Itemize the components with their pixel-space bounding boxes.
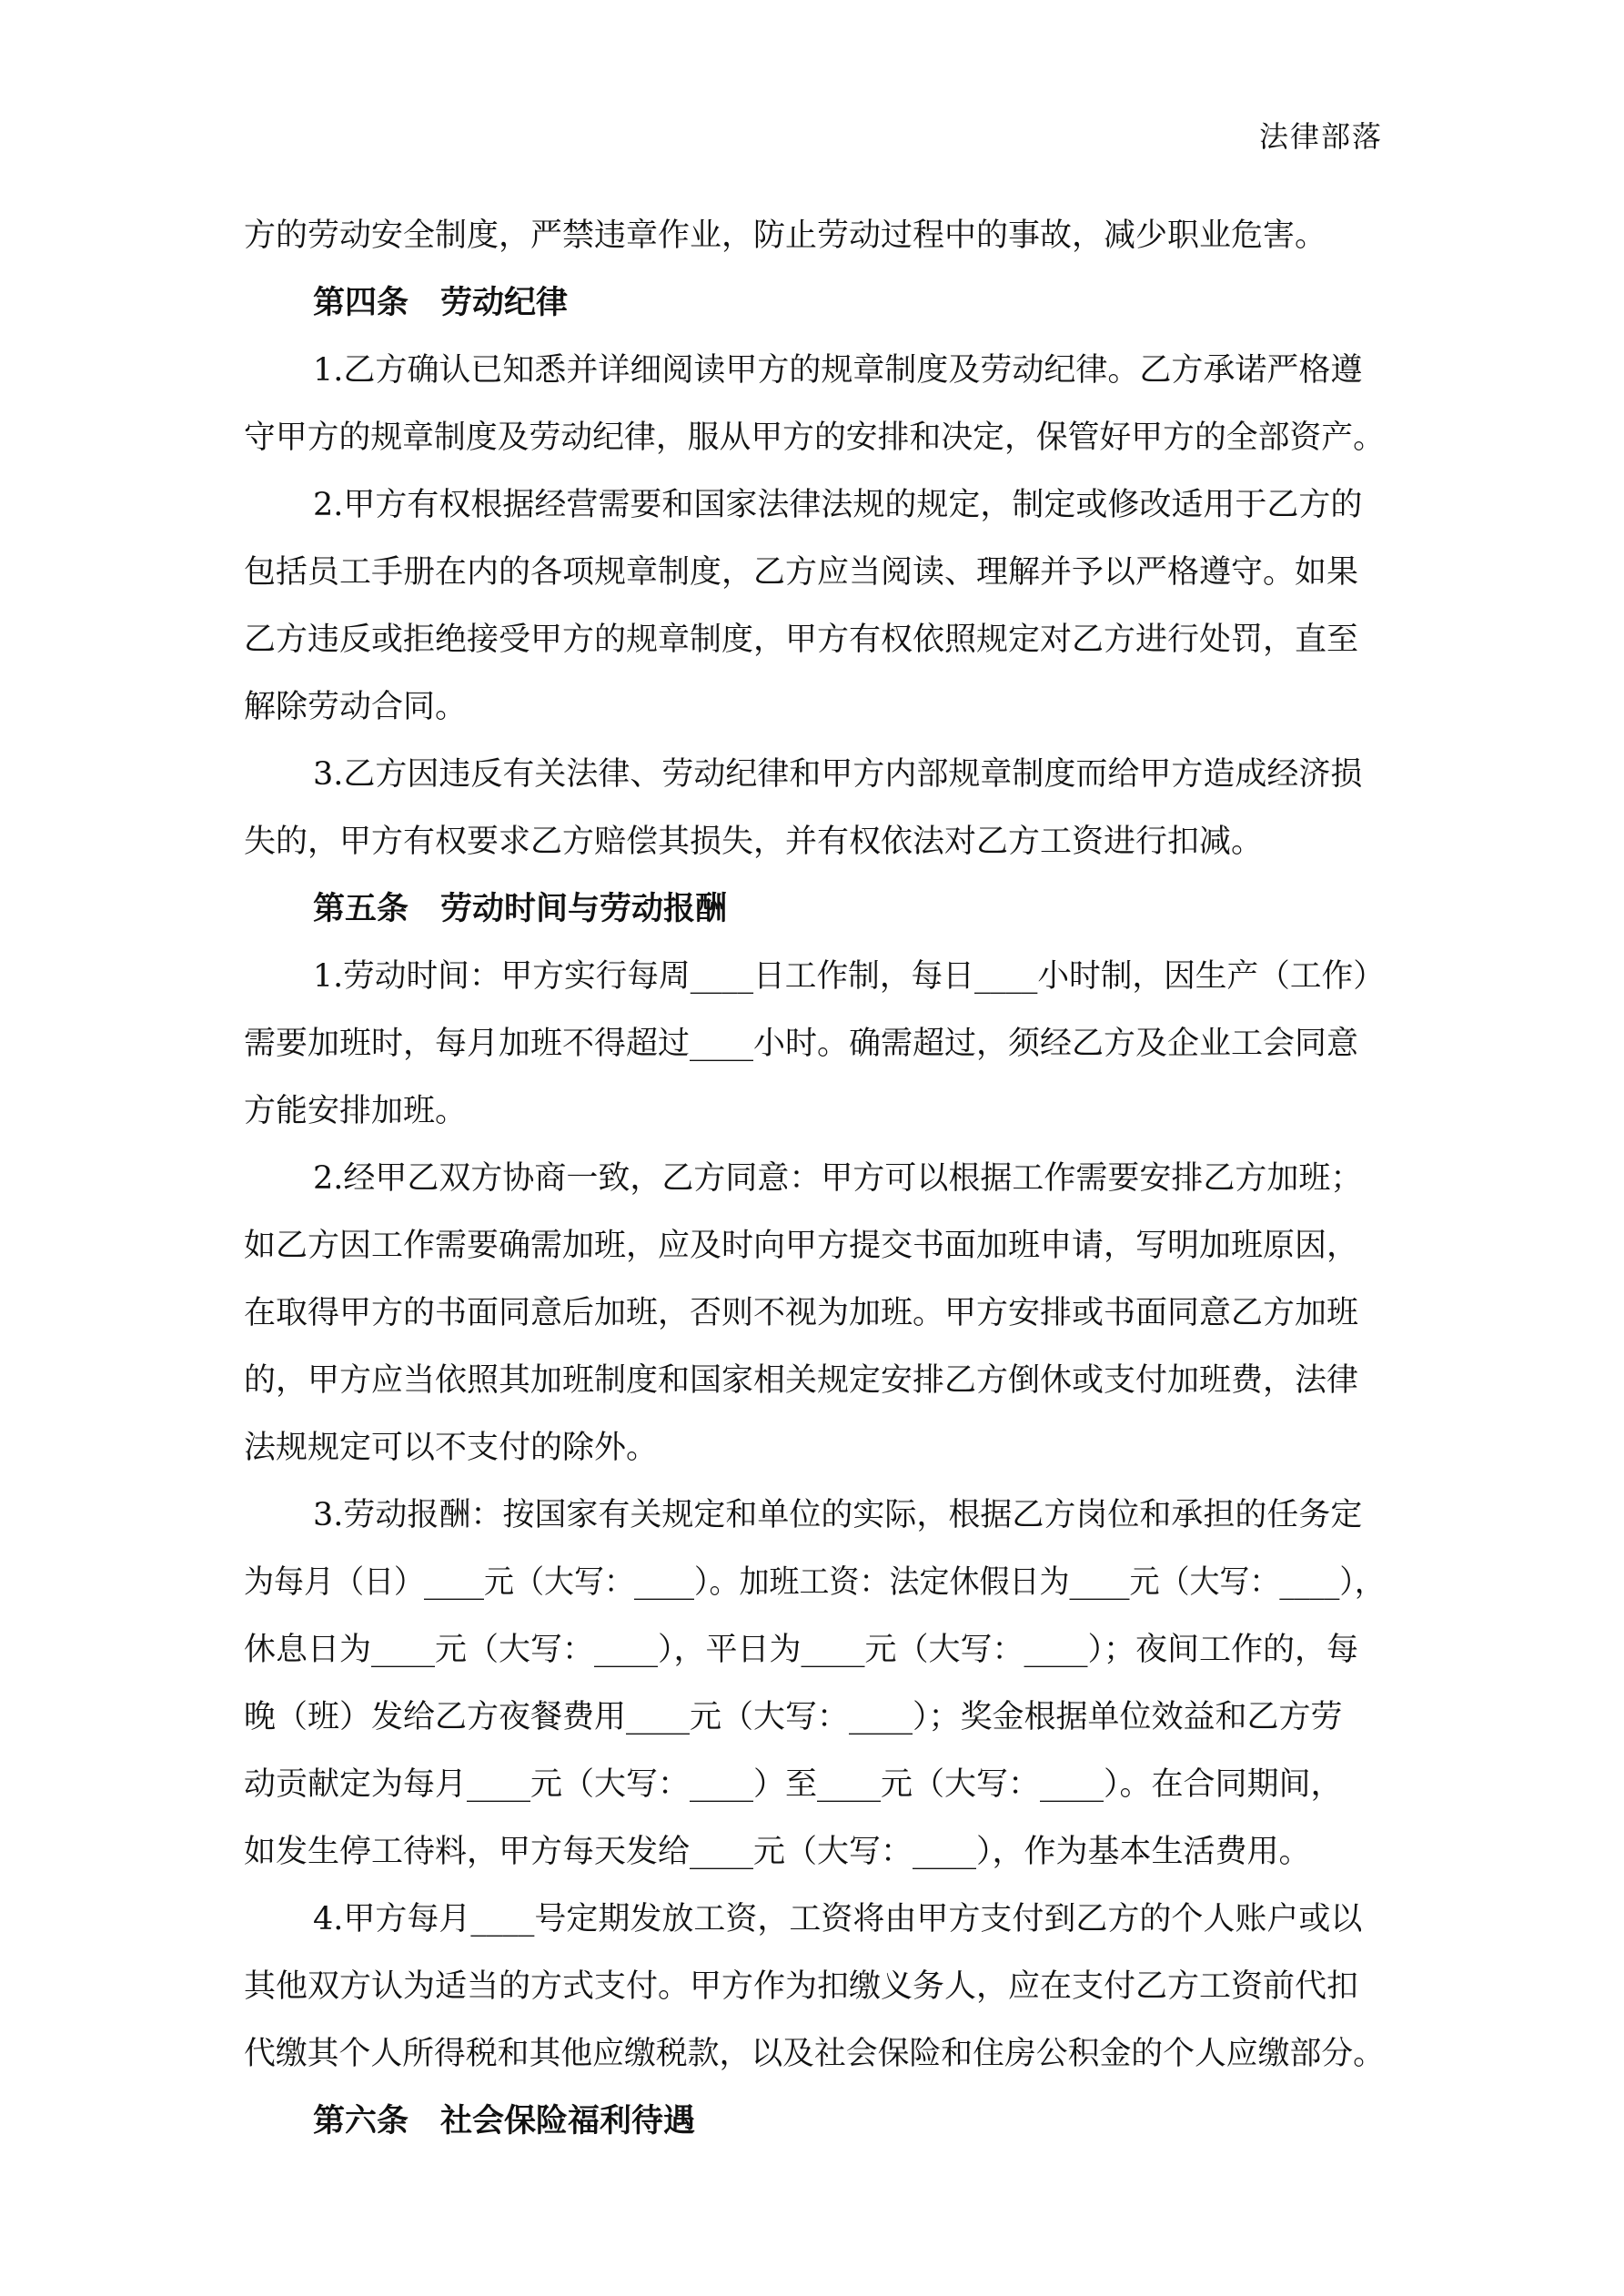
- text-line: 需要加班时，每月加班不得超过____小时。确需超过，须经乙方及企业工会同意: [244, 1026, 1359, 1062]
- text-line: 失的，甲方有权要求乙方赔偿其损失，并有权依法对乙方工资进行扣减。: [244, 824, 1264, 860]
- text-line: 方能安排加班。: [244, 1093, 468, 1129]
- text-line: 晚（班）发给乙方夜餐费用____元（大写：____）；奖金根据单位效益和乙方劳: [244, 1699, 1343, 1735]
- section-heading: 第六条 社会保险福利待遇: [313, 2103, 696, 2139]
- section-heading: 第五条 劳动时间与劳动报酬: [313, 891, 728, 927]
- section-heading: 第四条 劳动纪律: [313, 285, 569, 321]
- text-line: 法规规定可以不支付的除外。: [244, 1430, 659, 1466]
- text-line: 代缴其个人所得税和其他应缴税款，以及社会保险和住房公积金的个人应缴部分。: [244, 2036, 1385, 2072]
- text-line: 为每月（日）____元（大写：____）。加班工资：法定休假日为____元（大写：____），: [244, 1564, 1385, 1601]
- text-line: 4.甲方每月____号定期发放工资，工资将由甲方支付到乙方的个人账户或以: [313, 1901, 1363, 1937]
- text-line: 如乙方因工作需要确需加班，应及时向甲方提交书面加班申请，写明加班原因，: [244, 1228, 1359, 1264]
- text-line: 乙方违反或拒绝接受甲方的规章制度，甲方有权依照规定对乙方进行处罚，直至: [244, 622, 1359, 658]
- text-line: 在取得甲方的书面同意后加班，否则不视为加班。甲方安排或书面同意乙方加班: [244, 1295, 1359, 1331]
- text-line: 2.经甲乙双方协商一致，乙方同意：甲方可以根据工作需要安排乙方加班；: [313, 1160, 1363, 1197]
- text-line: 休息日为____元（大写：____），平日为____元（大写：____）；夜间工作的，每: [244, 1632, 1359, 1668]
- header-title: 法律部落: [1258, 119, 1383, 154]
- text-line: 解除劳动合同。: [244, 689, 468, 725]
- text-line: 1.乙方确认已知悉并详细阅读甲方的规章制度及劳动纪律。乙方承诺严格遵: [313, 352, 1363, 389]
- text-line: 3.劳动报酬：按国家有关规定和单位的实际，根据乙方岗位和承担的任务定: [313, 1497, 1363, 1533]
- text-line: 如发生停工待料，甲方每天发给____元（大写：____），作为基本生活费用。: [244, 1834, 1311, 1870]
- text-line: 的，甲方应当依照其加班制度和国家相关规定安排乙方倒休或支付加班费，法律: [244, 1362, 1359, 1399]
- text-line: 其他双方认为适当的方式支付。甲方作为扣缴义务人，应在支付乙方工资前代扣: [244, 1968, 1359, 2005]
- text-line: 1.劳动时间：甲方实行每周____日工作制，每日____小时制，因生产（工作）: [313, 958, 1385, 995]
- text-line: 2.甲方有权根据经营需要和国家法律法规的规定，制定或修改适用于乙方的: [313, 487, 1363, 523]
- text-line: 动贡献定为每月____元（大写：____）至____元（大写：____）。在合同期间，: [244, 1766, 1343, 1803]
- text-line: 包括员工手册在内的各项规章制度，乙方应当阅读、理解并予以严格遵守。如果: [244, 554, 1359, 591]
- text-line: 方的劳动安全制度，严禁违章作业，防止劳动过程中的事故，减少职业危害。: [244, 217, 1327, 254]
- text-line: 3.乙方因违反有关法律、劳动纪律和甲方内部规章制度而给甲方造成经济损: [313, 756, 1363, 793]
- document-body: [244, 202, 1385, 2155]
- text-line: 守甲方的规章制度及劳动纪律，服从甲方的安排和决定，保管好甲方的全部资产。: [244, 420, 1385, 456]
